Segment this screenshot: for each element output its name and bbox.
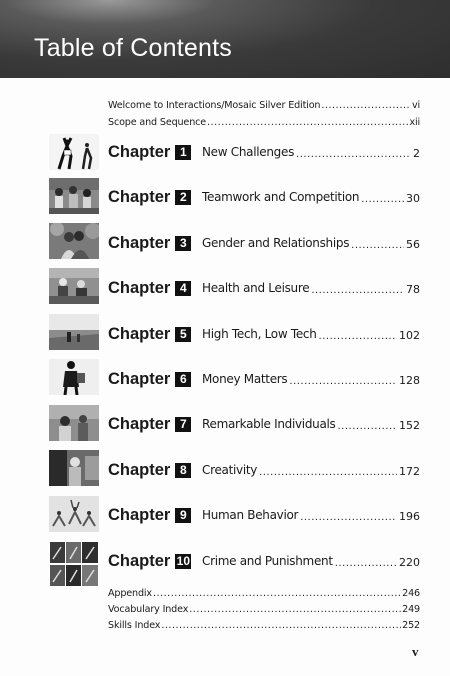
toc-entry-skills-index[interactable] [108, 620, 420, 631]
chapter-4-photo [49, 268, 99, 304]
chapter-title: Gender and Relationships [202, 236, 350, 250]
chapter-page: 196 [399, 510, 420, 523]
header-banner [0, 0, 450, 78]
chapter-label [108, 143, 202, 162]
chapter-number: 8 [175, 463, 191, 478]
chapter-10-photo [49, 541, 99, 587]
leader-dots [361, 194, 404, 209]
chapter-word: Chapter [108, 551, 171, 570]
chapter-1-entry[interactable] [108, 140, 420, 164]
chapter-page: 128 [399, 374, 420, 387]
entry-label: Appendix [108, 588, 152, 599]
leader-dots [153, 588, 401, 599]
chapter-6-entry[interactable] [108, 367, 420, 391]
chapter-word: Chapter [108, 233, 171, 252]
chapter-title: Money Matters [202, 372, 288, 386]
page-number: v [412, 644, 419, 659]
chapter-number: 6 [175, 372, 191, 387]
chapter-page: 102 [399, 329, 420, 342]
chapter-2-entry[interactable] [108, 185, 420, 209]
chapter-9-entry[interactable] [108, 503, 420, 527]
chapter-9-photo [49, 496, 99, 532]
chapter-label [108, 552, 202, 571]
leader-dots [351, 240, 404, 255]
chapter-page: 152 [399, 419, 420, 432]
chapter-word: Chapter [108, 278, 171, 297]
chapter-label [108, 506, 202, 525]
chapter-title: Creativity [202, 463, 258, 477]
chapter-6-photo [49, 359, 99, 395]
chapter-3-entry[interactable] [108, 231, 420, 255]
entry-page: vi [411, 100, 420, 111]
chapter-label [108, 188, 202, 207]
chapter-8-photo [49, 450, 99, 486]
chapter-title: Teamwork and Competition [202, 190, 360, 204]
leader-dots [296, 149, 411, 164]
chapter-title: Remarkable Individuals [202, 417, 336, 431]
chapter-3-photo [49, 223, 99, 259]
chapter-title: High Tech, Low Tech [202, 327, 317, 341]
chapter-page: 30 [406, 192, 420, 205]
chapter-10-entry[interactable] [108, 549, 420, 573]
chapter-title: Human Behavior [202, 508, 299, 522]
chapter-word: Chapter [108, 369, 171, 388]
toc-entry-appendix[interactable] [108, 588, 420, 599]
chapter-number: 2 [175, 190, 191, 205]
chapter-number: 7 [175, 417, 191, 432]
chapter-word: Chapter [108, 460, 171, 479]
chapter-page: 172 [399, 465, 420, 478]
leader-dots [321, 100, 411, 111]
chapter-word: Chapter [108, 324, 171, 343]
chapter-word: Chapter [108, 414, 171, 433]
toc-entry-vocabulary-index[interactable] [108, 604, 420, 615]
chapter-number: 5 [175, 327, 191, 342]
chapter-2-photo [49, 178, 99, 214]
leader-dots [338, 421, 398, 436]
chapter-number: 1 [175, 145, 191, 160]
entry-label: Scope and Sequence [108, 117, 206, 128]
chapter-label [108, 325, 202, 344]
chapter-word: Chapter [108, 142, 171, 161]
chapter-number: 4 [175, 281, 191, 296]
chapter-label [108, 461, 202, 480]
chapter-title: Crime and Punishment [202, 554, 333, 568]
entry-label: Vocabulary Index [108, 604, 189, 615]
leader-dots [319, 331, 397, 346]
chapter-number: 9 [175, 508, 191, 523]
toc-entry-welcome[interactable] [108, 100, 420, 111]
chapter-number: 10 [176, 553, 191, 568]
entry-page: 246 [402, 588, 420, 599]
leader-dots [207, 117, 408, 128]
toc-entry-scope[interactable] [108, 117, 420, 128]
entry-page: xii [409, 117, 420, 128]
chapter-7-entry[interactable] [108, 412, 420, 436]
chapter-label [108, 234, 202, 253]
chapter-5-entry[interactable] [108, 322, 420, 346]
chapter-page: 2 [413, 147, 420, 160]
leader-dots [259, 467, 397, 482]
leader-dots [161, 620, 401, 631]
entry-label: Skills Index [108, 620, 161, 631]
leader-dots [300, 512, 397, 527]
chapter-8-entry[interactable] [108, 458, 420, 482]
chapter-title: Health and Leisure [202, 281, 310, 295]
chapter-label [108, 415, 202, 434]
chapter-4-entry[interactable] [108, 276, 420, 300]
leader-dots [189, 604, 401, 615]
chapter-page: 56 [406, 238, 420, 251]
chapter-label [108, 279, 202, 298]
chapter-7-photo [49, 405, 99, 441]
chapter-word: Chapter [108, 505, 171, 524]
leader-dots [311, 285, 404, 300]
chapter-page: 220 [399, 556, 420, 569]
chapter-page: 78 [406, 283, 420, 296]
chapter-5-photo [49, 314, 99, 350]
leader-dots [335, 558, 397, 573]
entry-label: Welcome to Interactions/Mosaic Silver Edition [108, 100, 321, 111]
page-title: Table of Contents [34, 34, 232, 62]
entry-page: 249 [402, 604, 420, 615]
chapter-1-photo [49, 134, 99, 170]
chapter-label [108, 370, 202, 389]
chapter-number: 3 [175, 236, 191, 251]
chapter-title: New Challenges [202, 145, 295, 159]
entry-page: 252 [402, 620, 420, 631]
chapter-word: Chapter [108, 187, 171, 206]
leader-dots [289, 376, 397, 391]
